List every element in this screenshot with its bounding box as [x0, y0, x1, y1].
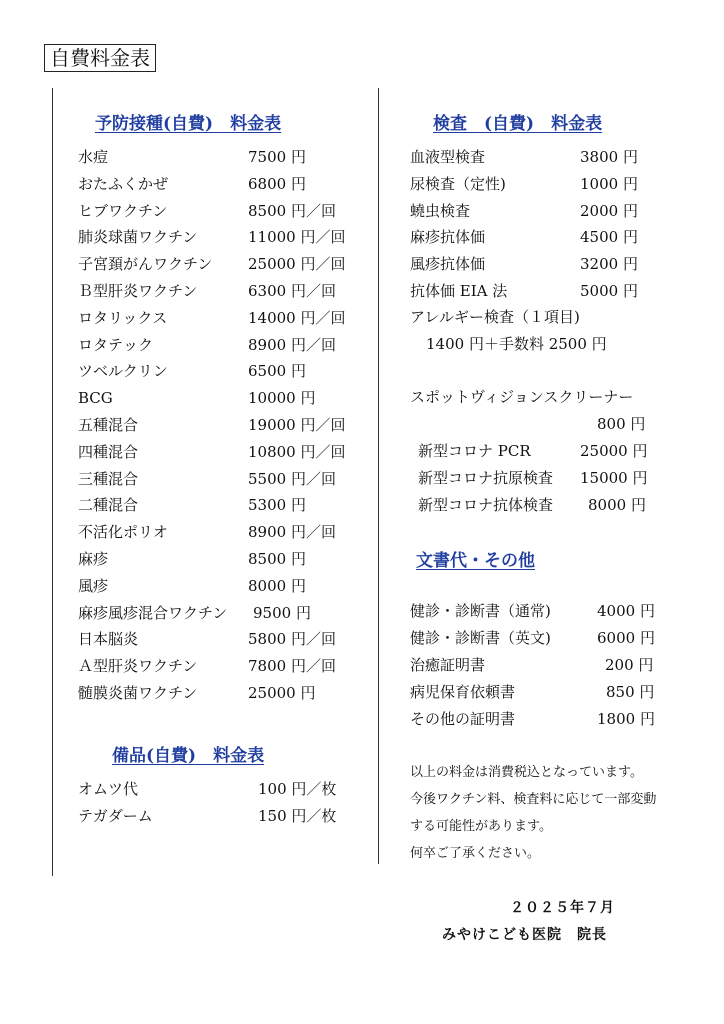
note-line: 何卒ご了承ください。 — [410, 846, 541, 861]
test-row-name: 尿検査（定性) — [410, 174, 506, 193]
test-row-price: 5000 円 — [580, 282, 638, 300]
supply-row-price: 150 円／枚 — [258, 807, 337, 825]
spot-vision-label: スポットヴィジョンスクリーナー — [410, 388, 634, 406]
vaccine-row-name: ロタリックス — [78, 308, 168, 327]
test-row-price: 3800 円 — [580, 148, 638, 166]
test-row-name: 麻疹抗体価 — [410, 228, 486, 247]
signature-clinic: みやけこども医院 院長 — [442, 927, 607, 943]
test-row-price: 4500 円 — [580, 228, 638, 247]
allergy-test-label: アレルギー検査（１項目) — [410, 308, 580, 326]
vaccine-row-name: Ａ型肝炎ワクチン — [78, 657, 198, 676]
vaccine-row-name: 日本脳炎 — [78, 630, 139, 649]
vaccine-row-name: 風疹 — [78, 576, 109, 595]
supplies-heading: 備品(自費) 料金表 — [112, 746, 265, 766]
vaccine-row-price: 5500 円／回 — [248, 469, 336, 488]
supply-row-name: オムツ代 — [78, 780, 139, 798]
vaccine-row-price: 6300 円／回 — [248, 282, 336, 300]
vaccine-row-name: 麻疹風疹混合ワクチン — [78, 603, 228, 622]
vaccine-row-name: 麻疹 — [78, 550, 109, 568]
document-row-name: 病児保育依頼書 — [410, 683, 516, 701]
center-divider — [378, 88, 379, 864]
vaccine-row-name: 三種混合 — [78, 469, 139, 488]
vaccine-row-name: 二種混合 — [78, 496, 139, 515]
signature-date: ２０２５年７月 — [510, 900, 615, 916]
vaccine-row-name: ロタテック — [78, 335, 154, 354]
note-line: 今後ワクチン料、検査料に応じて一部変動 — [410, 792, 657, 807]
vaccine-row-name: 肺炎球菌ワクチン — [78, 228, 198, 247]
vaccine-row-price: 25000 円 — [248, 684, 316, 702]
test-row-name: 蟯虫検査 — [410, 201, 471, 220]
document-row-name: 健診・診断書（英文) — [410, 629, 551, 647]
document-row-price: 1800 円 — [597, 710, 655, 728]
note-line: 以上の料金は消費税込となっています。 — [410, 765, 643, 780]
vaccine-row-price: 6500 円 — [248, 362, 306, 381]
test-row-name: 血液型検査 — [410, 148, 486, 166]
vaccine-row-name: 五種混合 — [78, 416, 139, 434]
vaccine-row-name: ヒブワクチン — [78, 201, 168, 220]
covid-test-row-name: 新型コロナ PCR — [418, 442, 531, 460]
document-row-price: 200 円 — [605, 656, 654, 674]
document-row-name: 治癒証明書 — [410, 656, 486, 674]
document-row-price: 6000 円 — [597, 629, 655, 647]
supply-row-price: 100 円／枚 — [258, 780, 337, 798]
vaccine-row-name: 水痘 — [78, 148, 109, 166]
covid-test-row-price: 25000 円 — [580, 442, 648, 460]
page-title: 自費料金表 — [44, 44, 156, 72]
vaccine-row-name: 髄膜炎菌ワクチン — [78, 684, 198, 702]
test-row-name: 抗体価 EIA 法 — [410, 282, 508, 300]
vaccine-row-price: 11000 円／回 — [248, 228, 346, 247]
allergy-test-price: 1400 円＋手数料 2500 円 — [426, 335, 607, 353]
document-row-price: 850 円 — [606, 683, 655, 701]
documents-heading: 文書代・その他 — [416, 551, 535, 571]
vaccine-row-price: 5300 円 — [248, 496, 306, 515]
vaccine-row-price: 8900 円／回 — [248, 523, 336, 542]
note-line: する可能性があります。 — [410, 819, 552, 834]
vaccine-row-name: おたふくかぜ — [78, 174, 169, 193]
covid-test-row-name: 新型コロナ抗原検査 — [418, 469, 554, 487]
test-row-name: 風疹抗体価 — [410, 255, 486, 274]
test-row-price: 2000 円 — [580, 201, 638, 220]
document-row-price: 4000 円 — [597, 602, 655, 620]
document-row-name: 健診・診断書（通常) — [410, 602, 551, 620]
test-row-price: 1000 円 — [580, 174, 638, 193]
left-divider — [52, 88, 53, 876]
vaccine-row-price: 19000 円／回 — [248, 416, 346, 434]
vaccine-row-price: 7800 円／回 — [248, 657, 336, 676]
covid-test-row-price: 15000 円 — [580, 469, 648, 487]
vaccine-row-price: 7500 円 — [248, 148, 306, 166]
vaccine-row-price: 10800 円／回 — [248, 442, 346, 461]
covid-test-row-name: 新型コロナ抗体検査 — [418, 496, 554, 514]
supply-row-name: テガダーム — [78, 807, 153, 825]
vaccine-row-name: 子宮頚がんワクチン — [78, 255, 213, 274]
vaccine-row-name: BCG — [78, 389, 113, 408]
vaccine-row-price: 8900 円／回 — [248, 335, 336, 354]
spot-vision-price: 800 円 — [597, 415, 646, 433]
document-row-name: その他の証明書 — [410, 710, 516, 728]
vaccine-row-name: 不活化ポリオ — [78, 523, 168, 542]
covid-test-row-price: 8000 円 — [588, 496, 646, 514]
tests-heading: 検査 (自費) 料金表 — [433, 114, 603, 134]
vaccine-row-price: 5800 円／回 — [248, 630, 336, 649]
vaccine-row-price: 8500 円／回 — [248, 201, 336, 220]
vaccine-heading: 予防接種(自費) 料金表 — [95, 114, 282, 134]
vaccine-row-price: 8000 円 — [248, 576, 306, 595]
vaccine-row-name: Ｂ型肝炎ワクチン — [78, 282, 198, 300]
vaccine-row-price: 6800 円 — [248, 174, 306, 193]
vaccine-row-name: ツベルクリン — [78, 362, 168, 381]
vaccine-row-price: 25000 円／回 — [248, 255, 346, 274]
test-row-price: 3200 円 — [580, 255, 638, 274]
vaccine-row-price: 8500 円 — [248, 550, 306, 568]
vaccine-row-name: 四種混合 — [78, 442, 139, 461]
vaccine-row-price: 10000 円 — [248, 389, 316, 408]
vaccine-row-price: 14000 円／回 — [248, 308, 346, 327]
vaccine-row-price: 9500 円 — [253, 603, 311, 622]
